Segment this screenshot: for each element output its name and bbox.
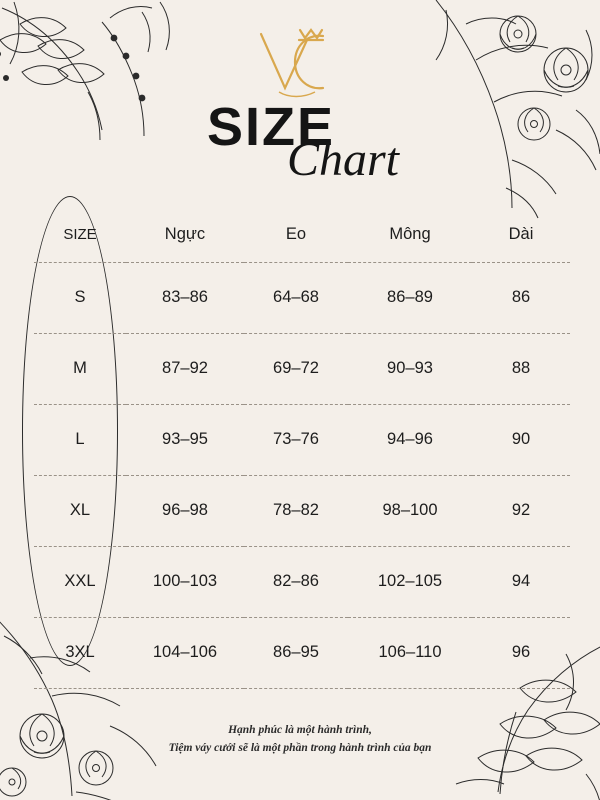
cell-waist: 73–76 [244, 404, 348, 475]
cell-length: 94 [472, 546, 570, 617]
cell-chest: 104–106 [126, 617, 244, 688]
cell-hip: 86–89 [348, 262, 472, 333]
table-row [34, 475, 570, 546]
cell-hip: 102–105 [348, 546, 472, 617]
cell-size: 3XL [34, 617, 126, 688]
size-chart-table-wrap [34, 208, 570, 689]
cell-chest: 100–103 [126, 546, 244, 617]
table-row [34, 546, 570, 617]
cell-size: XL [34, 475, 126, 546]
page-title [0, 97, 600, 186]
table-row [34, 617, 570, 688]
cell-chest: 83–86 [126, 262, 244, 333]
cell-waist: 64–68 [244, 262, 348, 333]
size-chart-table [34, 208, 570, 689]
column-header-chest: Ngực [164, 225, 206, 244]
cell-hip: 90–93 [348, 333, 472, 404]
table-row [34, 404, 570, 475]
table-header-row [34, 208, 570, 262]
cell-waist: 78–82 [244, 475, 348, 546]
table-row [34, 262, 570, 333]
footer-line-1: Hạnh phúc là một hành trình, [228, 724, 372, 737]
cell-size: L [34, 404, 126, 475]
cell-length: 90 [472, 404, 570, 475]
cell-length: 92 [472, 475, 570, 546]
cell-hip: 106–110 [348, 617, 472, 688]
cell-hip: 98–100 [348, 475, 472, 546]
cell-chest: 96–98 [126, 475, 244, 546]
cell-hip: 94–96 [348, 404, 472, 475]
cell-length: 96 [472, 617, 570, 688]
column-header-length: Dài [508, 225, 534, 244]
cell-size: S [34, 262, 126, 333]
cell-size: M [34, 333, 126, 404]
cell-waist: 86–95 [244, 617, 348, 688]
cell-chest: 87–92 [126, 333, 244, 404]
cell-length: 86 [472, 262, 570, 333]
cell-size: XXL [34, 546, 126, 617]
title-line-size: SIZE [206, 97, 336, 157]
footer-line-2: Tiệm váy cưới sẽ là một phần trong hành trình của bạn [168, 742, 432, 755]
column-header-hip: Mông [389, 225, 431, 244]
column-header-waist: Eo [285, 225, 307, 244]
cell-waist: 82–86 [244, 546, 348, 617]
column-header-size: SIZE [63, 226, 97, 244]
table-row [34, 333, 570, 404]
footer-tagline [0, 722, 600, 758]
cell-waist: 69–72 [244, 333, 348, 404]
title-line-chart: Chart [286, 133, 400, 186]
cell-length: 88 [472, 333, 570, 404]
cell-chest: 93–95 [126, 404, 244, 475]
